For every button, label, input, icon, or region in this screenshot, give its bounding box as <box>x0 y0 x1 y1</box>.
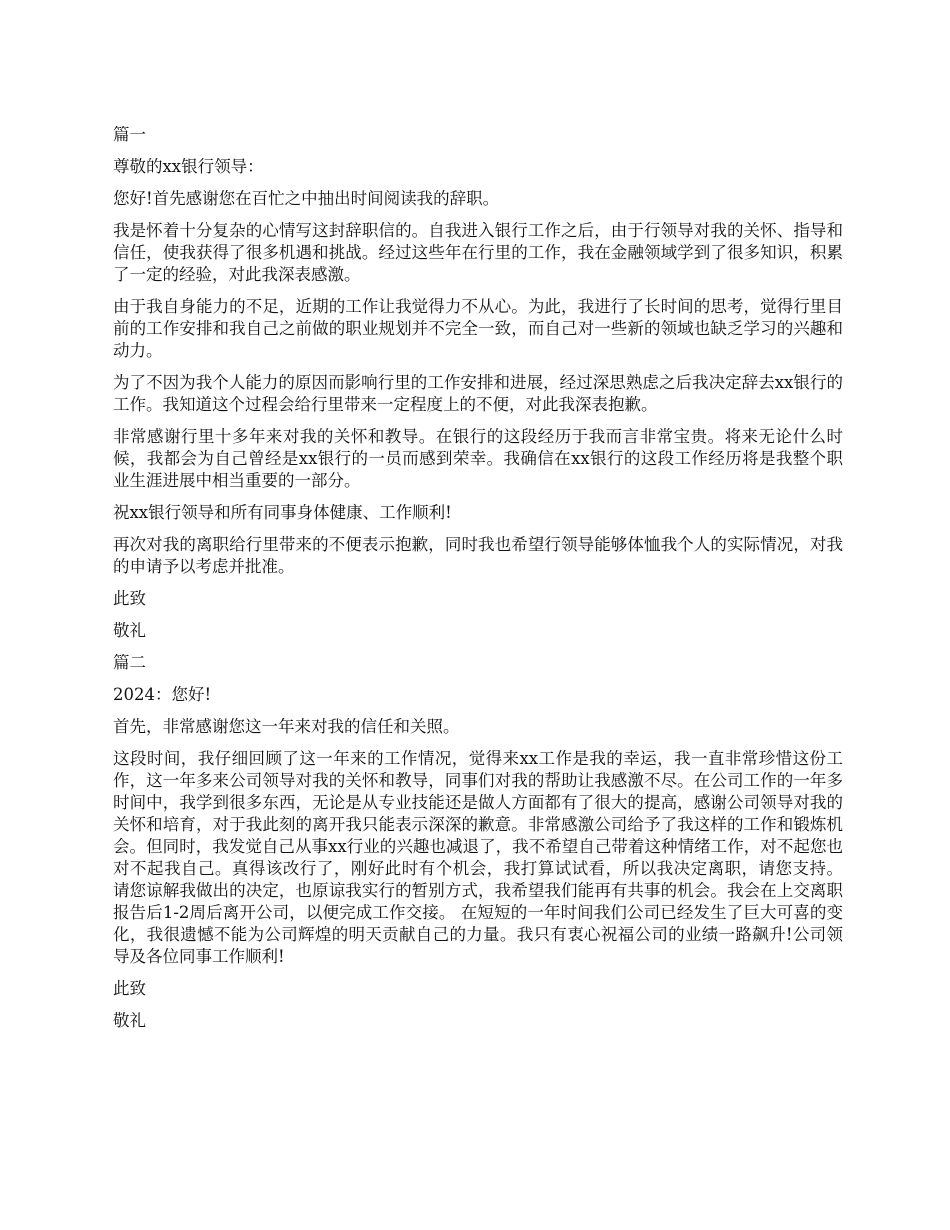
body-paragraph: 非常感谢行里十多年来对我的关怀和教导。在银行的这段经历于我而言非常宝贵。将来无论什么时候，我都会为自己曾经是xx银行的一员而感到荣幸。我确信在xx银行的这段工作经历将是我整个职业生涯进展中相当重要的一部分。 <box>113 427 843 490</box>
document-body <box>113 124 843 1042</box>
salutation-1: 尊敬的xx银行领导： <box>113 157 264 176</box>
section-heading-1: 篇一 <box>113 125 146 144</box>
closing-line-4: 敬礼 <box>113 1011 146 1030</box>
body-paragraph: 我是怀着十分复杂的心情写这封辞职信的。自我进入银行工作之后，由于行领导对我的关怀、指导和信任，使我获得了很多机遇和挑战。经过这些年在行里的工作，我在金融领域学到了很多知识，积累了一定的经验，对此我深表感激。 <box>113 221 843 284</box>
body-paragraph: 祝xx银行领导和所有同事身体健康、工作顺利! <box>113 503 452 522</box>
salutation-2: 2024：您好! <box>113 685 212 704</box>
closing-line-1: 此致 <box>113 589 146 608</box>
body-paragraph: 首先，非常感谢您这一年来对我的信任和关照。 <box>113 717 460 736</box>
greeting-1: 您好!首先感谢您在百忙之中抽出时间阅读我的辞职。 <box>113 189 500 208</box>
body-paragraph: 由于我自身能力的不足，近期的工作让我觉得力不从心。为此，我进行了长时间的思考，觉得行里目前的工作安排和我自己之前做的职业规划并不完全一致，而自己对一些新的领域也缺乏学习的兴趣和动力。 <box>113 297 843 360</box>
body-paragraph: 再次对我的离职给行里带来的不便表示抱歉，同时我也希望行领导能够体恤我个人的实际情况，对我的申请予以考虑并批准。 <box>113 535 843 576</box>
closing-line-3: 此致 <box>113 979 146 998</box>
body-paragraph: 为了不因为我个人能力的原因而影响行里的工作安排和进展，经过深思熟虑之后我决定辞去xx银行的工作。我知道这个过程会给行里带来一定程度上的不便，对此我深表抱歉。 <box>113 373 843 414</box>
section-heading-2: 篇二 <box>113 653 146 672</box>
closing-line-2: 敬礼 <box>113 621 146 640</box>
body-paragraph: 这段时间，我仔细回顾了这一年来的工作情况，觉得来xx工作是我的幸运，我一直非常珍惜这份工作，这一年多来公司领导对我的关怀和教导，同事们对我的帮助让我感激不尽。在公司工作的一年多时间中，我学到很多东西，无论是从专业技能还是做人方面都有了很大的提高，感谢公司领导对我的关怀和培育，对于我此刻的离开我只能表示深深的歉意。非常感激公司给予了我这样的工作和锻炼机会。但同时，我发觉自己从事xx行业的兴趣也减退了，我不希望自己带着这种情绪工作，对不起您也对不起我自己。真得该改行了，刚好此时有个机会，我打算试试看，所以我决定离职，请您支持。 请您谅解我做出的决定，也原谅我实行的暂别方式，我希望我们能再有共事的机会。我会在上交离职报告后1-2周后离开公司，以便完成工作交接。 在短短的一年时间我们公司已经发生了巨大可喜的变化，我很遗憾不能为公司辉煌的明天贡献自己的力量。我只有衷心祝福公司的业绩一路飙升!公司领导及各位同事工作顺利! <box>113 749 843 966</box>
